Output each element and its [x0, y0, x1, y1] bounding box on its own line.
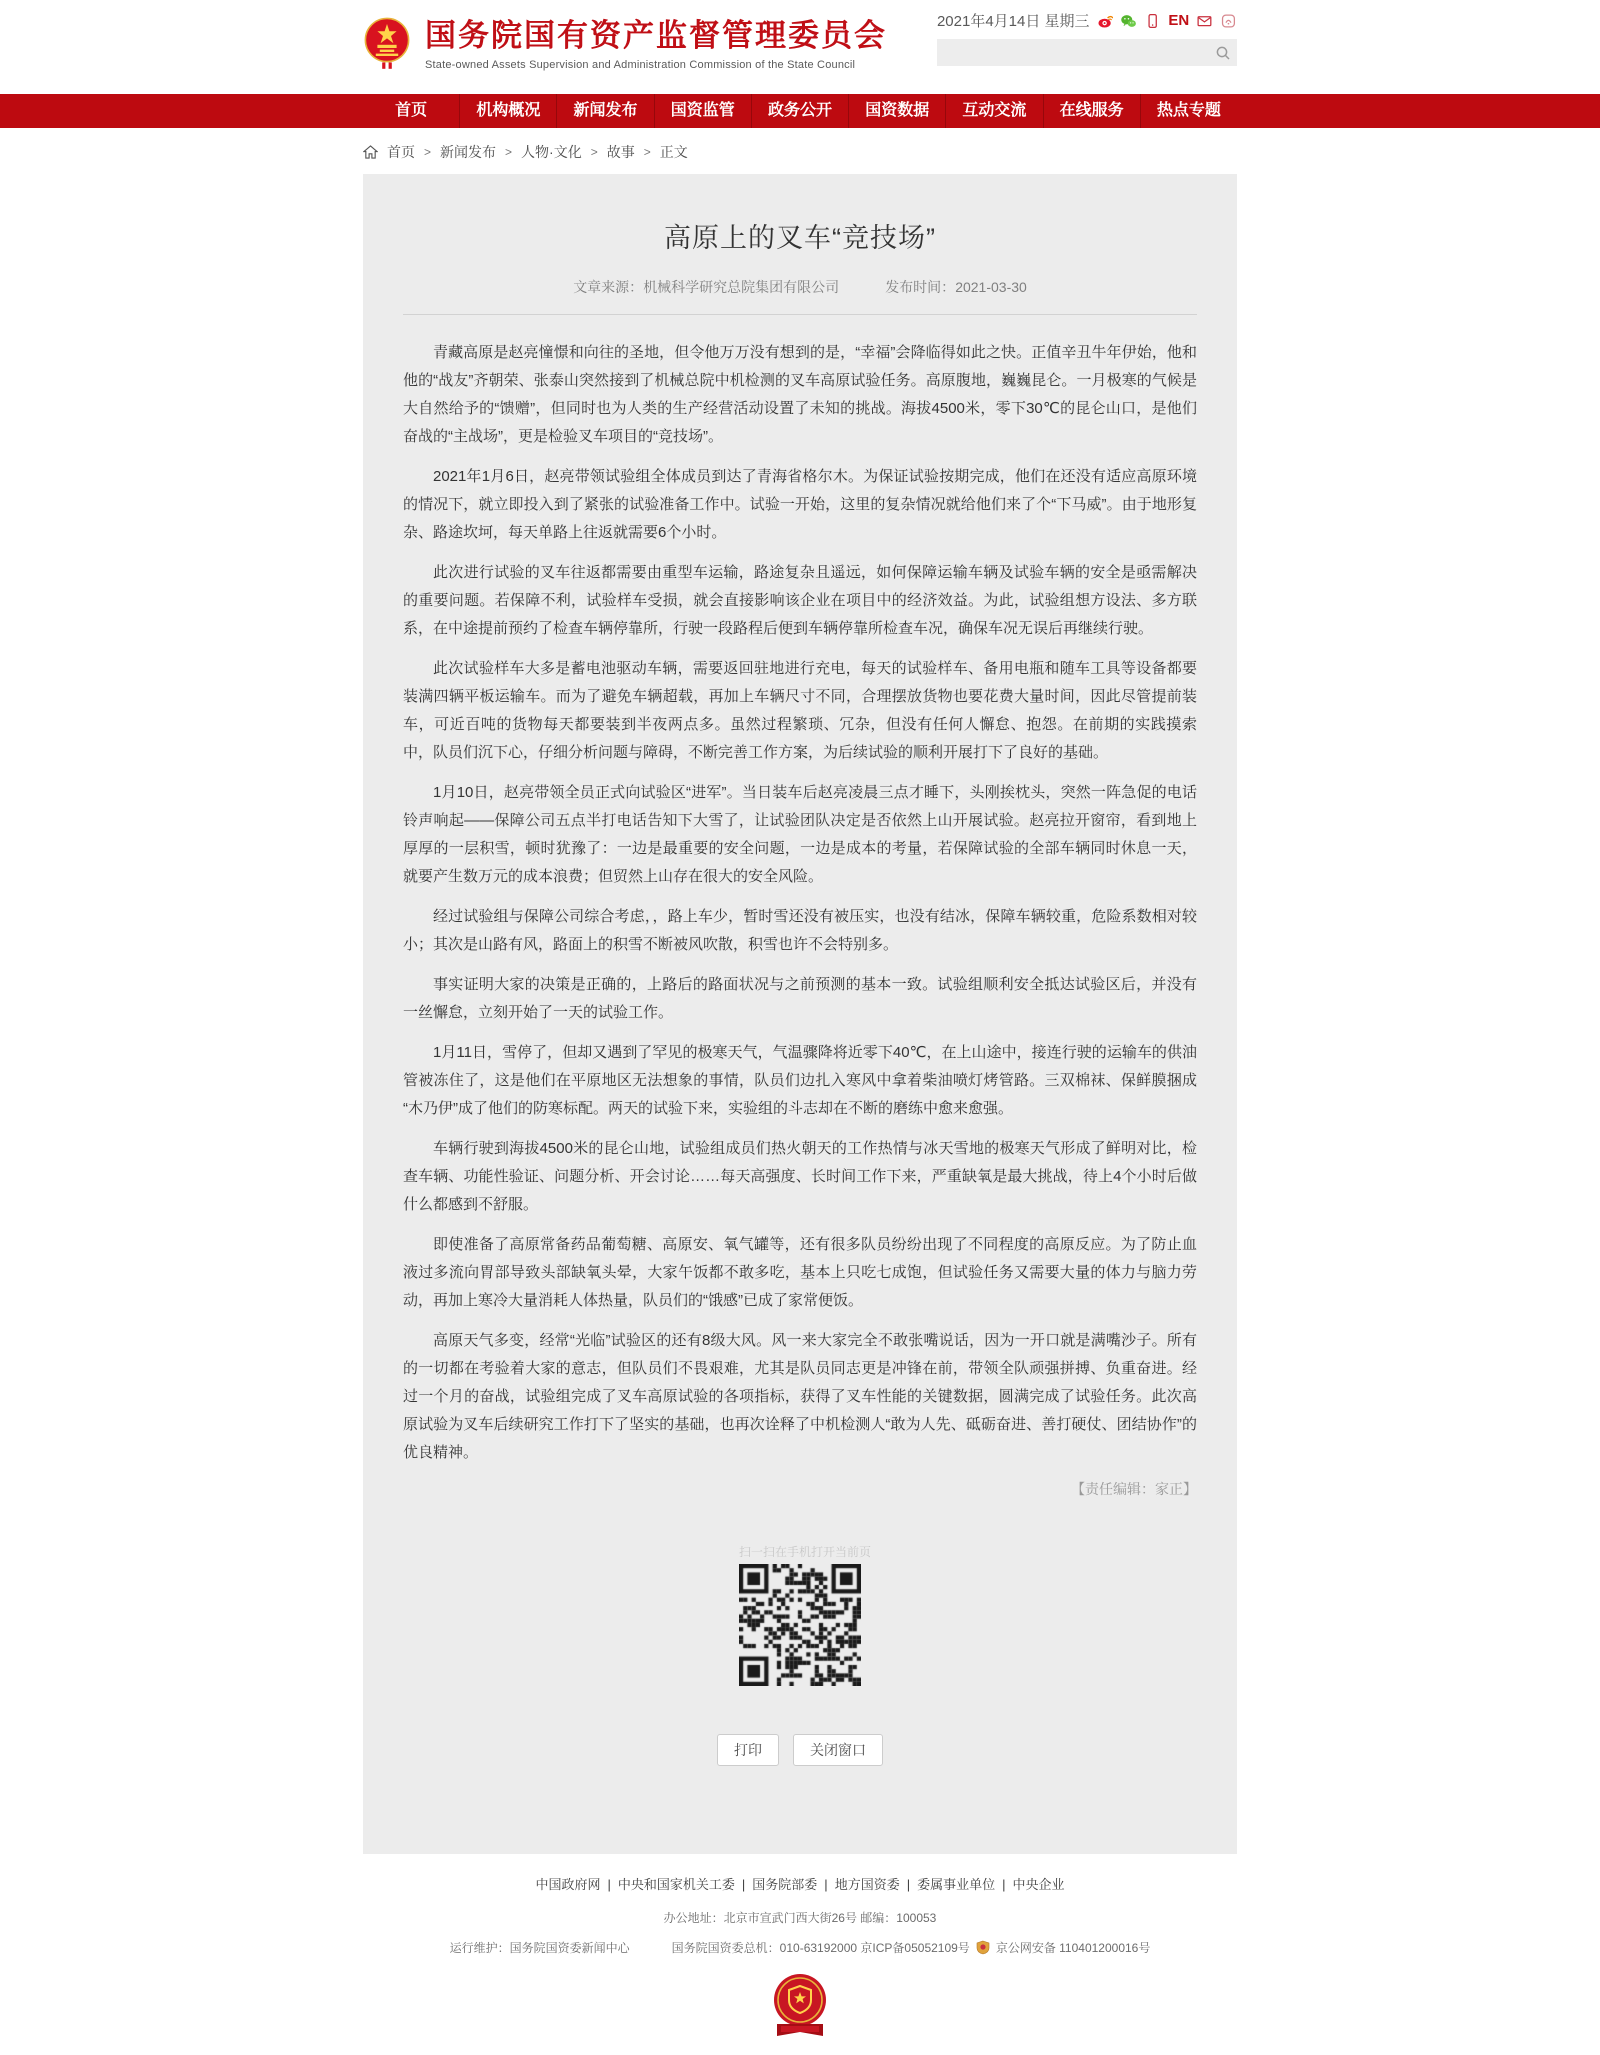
nav-item-about[interactable]: 机构概况: [459, 94, 556, 128]
nav-item-news[interactable]: 新闻发布: [556, 94, 653, 128]
magnifier-icon: [1215, 45, 1231, 61]
article-time-label: 发布时间：: [885, 279, 956, 295]
article-paragraph: 此次试验样车大多是蓄电池驱动车辆，需要返回驻地进行充电，每天的试验样车、备用电瓶和随车工具等设备都要装满四辆平板运输车。而为了避免车辆超载，再加上车辆尺寸不同，合理摆放货物也要花费大量时间，因此尽管提前装车，可近百吨的货物每天都要装到半夜两点多。虽然过程繁琐、冗杂，但没有任何人懈怠、抱怨。在前期的实践摸索中，队员们沉下心，仔细分析问题与障碍，不断完善工作方案，为后续试验的顺利开展打下了良好的基础。: [403, 660, 1197, 761]
current-date: 2021年4月14日 星期三: [936, 13, 1090, 30]
footer-link-ministries[interactable]: 国务院部委: [752, 1877, 818, 1892]
nav-item-interaction[interactable]: 互动交流: [945, 94, 1042, 128]
editor-credit: 【责任编辑：家正】: [1071, 1481, 1197, 1497]
mobile-icon[interactable]: [1144, 12, 1161, 30]
language-toggle-en[interactable]: EN: [1168, 12, 1190, 29]
qr-code: [739, 1564, 861, 1686]
nav-item-gov-affairs[interactable]: 政务公开: [751, 94, 848, 128]
nav-item-services[interactable]: 在线服务: [1043, 94, 1140, 128]
footer-link-central-enterprises[interactable]: 中央企业: [1012, 1877, 1065, 1892]
breadcrumb-separator: >: [643, 145, 651, 159]
breadcrumb-news[interactable]: 新闻发布: [440, 144, 497, 160]
weibo-icon[interactable]: [1097, 12, 1114, 30]
wechat-icon[interactable]: [1120, 12, 1137, 30]
mail-icon[interactable]: [1196, 12, 1213, 30]
article-panel: [363, 174, 1237, 1854]
footer-separator: |: [741, 1877, 746, 1892]
home-icon[interactable]: [363, 145, 378, 159]
breadcrumb: [363, 142, 1237, 162]
nav-item-hot-topics[interactable]: 热点专题: [1140, 94, 1237, 128]
search-button[interactable]: [1209, 39, 1237, 66]
footer-link-gov[interactable]: 中国政府网: [535, 1877, 601, 1892]
national-emblem-icon: [363, 16, 411, 72]
article-paragraph: 经过试验组与保障公司综合考虑，，路上车少，暂时雪还没有被压实，也没有结冰，保障车辆较重，危险系数相对较小；其次是山路有风，路面上的积雪不断被风吹散，积雪也许不会特别多。: [403, 908, 1197, 953]
article-meta: [403, 277, 1197, 297]
article-paragraph: 1月10日，赵亮带领全员正式向试验区“进军”。当日装车后赵亮凌晨三点才睡下，头刚挨枕头，突然一阵急促的电话铃声响起——保障公司五点半打电话告知下大雪了，让试验团队决定是否依然上山开展试验。赵亮拉开窗帘，看到地上厚厚的一层积雪，顿时犹豫了：一边是最重要的安全问题，一边是成本的考量，若保障试验的全部车辆同时休息一天，就要产生数万元的成本浪费；但贸然上山存在很大的安全风险。: [403, 784, 1197, 885]
article-paragraph: 2021年1月6日，赵亮带领试验组全体成员到达了青海省格尔木。为保证试验按期完成，他们在还没有适应高原环境的情况下，就立即投入到了紧张的试验准备工作中。试验一开始，这里的复杂情况就给他们来了个“下马威”。由于地形复杂、路途坎坷，每天单路上往返就需要6个小时。: [403, 468, 1197, 541]
footer-separator: |: [824, 1877, 828, 1892]
app-icon[interactable]: [1220, 12, 1237, 30]
breadcrumb-home[interactable]: 首页: [387, 144, 415, 160]
nav-item-data[interactable]: 国资数据: [848, 94, 945, 128]
footer-link-local-sasac[interactable]: 地方国资委: [834, 1877, 900, 1892]
footer-separator: |: [1002, 1877, 1006, 1892]
search-input[interactable]: [937, 39, 1209, 66]
article-publish-time: 2021-03-30: [955, 279, 1027, 295]
gov-site-badge: [767, 1972, 833, 2055]
meta-divider: [403, 314, 1197, 315]
footer-address: 办公地址：北京市宣武门西大街26号 邮编：100053: [663, 1911, 937, 1925]
article-title: 高原上的叉车“竞技场”: [664, 223, 936, 253]
breadcrumb-story[interactable]: 故事: [606, 144, 635, 160]
footer-maintainer: 运行维护：国务院国资委新闻中心: [449, 1941, 630, 1955]
close-window-button[interactable]: 关闭窗口: [793, 1734, 883, 1766]
article-paragraph: 事实证明大家的决策是正确的，上路后的路面状况与之前预测的基本一致。试验组顺利安全抵达试验区后，并没有一丝懈怠，立刻开始了一天的试验工作。: [403, 976, 1197, 1021]
article-body: [403, 339, 1197, 1467]
top-bar: [0, 0, 1600, 94]
article-paragraph: 1月11日，雪停了，但却又遇到了罕见的极寒天气，气温骤降将近零下40℃，在上山途中，接连行驶的运输车的供油管被冻住了，这是他们在平原地区无法想象的事情，队员们边扎入寒风中拿着柴油喷灯烤管路。三双棉袜、保鲜膜捆成“木乃伊”成了他们的防寒标配。两天的试验下来，实验组的斗志却在不断的磨练中愈来愈强。: [403, 1044, 1197, 1117]
article-source-label: 文章来源：: [573, 279, 644, 295]
article-paragraph: 车辆行驶到海拔4500米的昆仑山地，试验组成员们热火朝天的工作热情与冰天雪地的极寒天气形成了鲜明对比，检查车辆、功能性验证、问题分析、开会讨论……每天高强度、长时间工作下来，严重缺氧是最大挑战，待上4个小时后做什么都感到不舒服。: [403, 1140, 1197, 1213]
nav-item-home[interactable]: 首页: [395, 102, 428, 119]
qr-label: 扫一扫在手机打开当前页: [739, 1545, 872, 1559]
site-subtitle: State-owned Assets Supervision and Administration Commission of the State Council: [425, 59, 856, 71]
print-button[interactable]: 打印: [717, 1734, 779, 1766]
breadcrumb-separator: >: [424, 145, 432, 159]
footer-separator: |: [906, 1877, 911, 1892]
footer-links: [0, 1874, 1600, 1893]
beian-shield-icon: [976, 1940, 990, 1955]
nav-item-supervision[interactable]: 国资监管: [654, 94, 751, 128]
breadcrumb-separator: >: [505, 145, 513, 159]
article-paragraph: 此次进行试验的叉车往返都需要由重型车运输，路途复杂且遥远，如何保障运输车辆及试验车辆的安全是亟需解决的重要问题。若保障不利，试验样车受损，就会直接影响该企业在项目中的经济效益。为此，试验组想方设法、多方联系，在中途提前预约了检查车辆停靠所，行驶一段路程后便到车辆停靠所检查车况，确保车况无误后再继续行驶。: [403, 564, 1197, 637]
article-paragraph: 高原天气多变，经常“光临”试验区的还有8级大风。风一来大家完全不敢张嘴说话，因为一开口就是满嘴沙子。所有的一切都在考验着大家的意志，但队员们不畏艰难，尤其是队员同志更是冲锋在前，带领全队顽强拼搏、负重奋进。经过一个月的奋战，试验组完成了叉车高原试验的各项指标，获得了叉车性能的关键数据，圆满完成了试验任务。此次高原试验为叉车后续研究工作打下了坚实的基础，也再次诠释了中机检测人“敢为人先、砥砺奋进、善打硬仗、团结协作”的优良精神。: [403, 1332, 1197, 1461]
article-source: 机械科学研究总院集团有限公司: [643, 279, 840, 295]
footer-link-institutions[interactable]: 委属事业单位: [917, 1877, 996, 1892]
site-title: 国务院国有资产监督管理委员会: [425, 18, 887, 53]
search-box: [937, 39, 1237, 66]
footer-phone-icp: 国务院国资委总机：010-63192000 京ICP备05052109号: [671, 1941, 970, 1955]
footer-link-central-committee[interactable]: 中央和国家机关工委: [617, 1877, 735, 1892]
footer-beian-number[interactable]: 京公网安备 110401200016号: [995, 1941, 1151, 1955]
article-paragraph: 青藏高原是赵亮憧憬和向往的圣地，但令他万万没有想到的是，“幸福”会降临得如此之快。正值辛丑牛年伊始，他和他的“战友”齐朝荣、张泰山突然接到了机械总院中机检测的叉车高原试验任务。高原腹地，巍巍昆仑。一月极寒的气候是大自然给予的“馈赠”，但同时也为人类的生产经营活动设置了未知的挑战。海拔4500米，零下30℃的昆仑山口，是他们奋战的“主战场”，更是检验叉车项目的“竞技场”。: [403, 344, 1197, 445]
breadcrumb-current: 正文: [659, 144, 688, 160]
main-nav: [0, 94, 1600, 128]
footer: [0, 1854, 1600, 2055]
breadcrumb-separator: >: [590, 145, 598, 159]
footer-separator: |: [607, 1877, 611, 1892]
article-paragraph: 即使准备了高原常备药品葡萄糖、高原安、氧气罐等，还有很多队员纷纷出现了不同程度的高原反应。为了防止血液过多流向胃部导致头部缺氧头晕，大家午饭都不敢多吃，基本上只吃七成饱，但试验任务又需要大量的体力与脑力劳动，再加上寒冷大量消耗人体热量，队员们的“饿感”已成了家常便饭。: [403, 1236, 1197, 1309]
breadcrumb-people-culture[interactable]: 人物·文化: [521, 144, 582, 160]
gov-site-badge-icon: [767, 1972, 833, 2044]
